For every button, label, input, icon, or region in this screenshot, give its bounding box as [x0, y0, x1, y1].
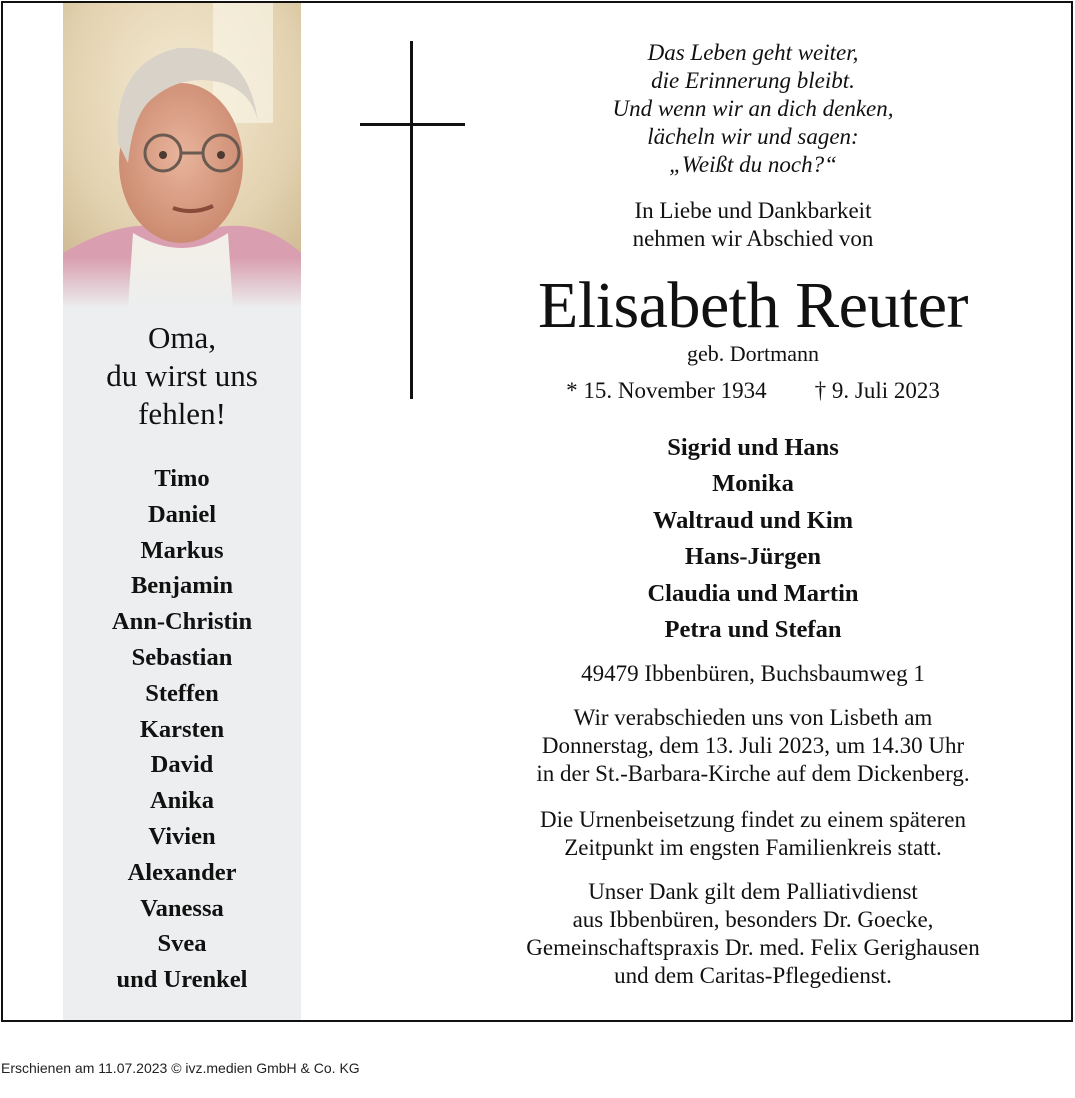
- burial-info: [473, 806, 1033, 862]
- mourners-list: [473, 430, 1033, 648]
- poem-line: „Weißt du noch?“: [669, 152, 837, 177]
- intro-line: nehmen wir Abschied von: [632, 226, 874, 251]
- message-line: Oma,: [147, 320, 216, 355]
- burial-line: Die Urnenbeisetzung findet zu einem späteren: [540, 807, 966, 832]
- obituary-notice: [1, 1, 1073, 1022]
- death-date: † 9. Juli 2023: [814, 378, 940, 403]
- cross-vertical-bar: [410, 41, 413, 399]
- service-line: Donnerstag, dem 13. Juli 2023, um 14.30 Uhr: [541, 733, 965, 758]
- grandchild-name: Alexander: [127, 858, 237, 886]
- publication-footer: Erschienen am 11.07.2023 © ivz.medien GmbH & Co. KG: [1, 1060, 360, 1076]
- poem-line: lächeln wir und sagen:: [647, 124, 859, 149]
- poem-line: Und wenn wir an dich denken,: [612, 96, 894, 121]
- thanks-line: und dem Caritas-Pflegedienst.: [614, 963, 892, 988]
- mourner-name: Monika: [712, 470, 794, 498]
- service-line: Wir verabschieden uns von Lisbeth am: [573, 705, 933, 730]
- message-line: fehlen!: [138, 396, 226, 431]
- burial-line: Zeitpunkt im engsten Familienkreis statt.: [564, 835, 942, 860]
- mourner-name: Sigrid und Hans: [667, 434, 839, 461]
- grandchild-name: Benjamin: [130, 572, 234, 600]
- grandchild-name: Karsten: [139, 715, 225, 743]
- maiden-name: geb. Dortmann: [687, 341, 819, 366]
- birth-date: * 15. November 1934: [566, 378, 767, 403]
- grandchild-name: Timo: [154, 465, 210, 492]
- cross-horizontal-bar: [360, 123, 465, 126]
- intro-text: [473, 197, 1033, 253]
- thanks-line: Unser Dank gilt dem Palliativdienst: [588, 879, 918, 904]
- family-address: 49479 Ibbenbüren, Buchsbaumweg 1: [581, 661, 925, 686]
- service-line: in der St.-Barbara-Kirche auf dem Dickenberg.: [536, 761, 970, 786]
- grandchildren-list: [63, 461, 301, 998]
- mourner-name: Hans-Jürgen: [684, 543, 822, 571]
- grandchild-name: Vivien: [148, 822, 216, 850]
- poem: [473, 39, 1033, 179]
- mourner-name: Claudia und Martin: [647, 579, 859, 607]
- side-panel: [63, 3, 301, 1020]
- thanks-info: [473, 878, 1033, 990]
- grandchild-name: David: [150, 751, 214, 779]
- portrait-photo: [63, 3, 301, 308]
- poem-line: die Erinnerung bleibt.: [651, 68, 855, 93]
- grandchild-name: Vanessa: [140, 894, 224, 922]
- poem-line: Das Leben geht weiter,: [647, 40, 859, 65]
- thanks-line: Gemeinschaftspraxis Dr. med. Felix Gerighausen: [526, 935, 980, 960]
- grandchild-name: Svea: [157, 930, 207, 958]
- thanks-line: aus Ibbenbüren, besonders Dr. Goecke,: [572, 907, 934, 932]
- life-dates: [473, 377, 1033, 405]
- grandchild-name: Sebastian: [131, 643, 233, 671]
- intro-line: In Liebe und Dankbarkeit: [634, 198, 872, 223]
- service-info: [473, 704, 1033, 788]
- grandchild-name: Ann-Christin: [111, 608, 253, 636]
- message-line: du wirst uns: [106, 358, 258, 393]
- mourner-name: Waltraud und Kim: [652, 506, 854, 534]
- deceased-name: Elisabeth Reuter: [537, 269, 969, 342]
- grandchild-name: Anika: [149, 787, 214, 815]
- grandchild-name: Steffen: [145, 679, 219, 707]
- grandchild-name: und Urenkel: [116, 966, 248, 994]
- farewell-message: [63, 319, 301, 433]
- grandchild-name: Markus: [140, 536, 224, 564]
- grandchild-name: Daniel: [147, 500, 217, 528]
- mourner-name: Petra und Stefan: [664, 616, 842, 644]
